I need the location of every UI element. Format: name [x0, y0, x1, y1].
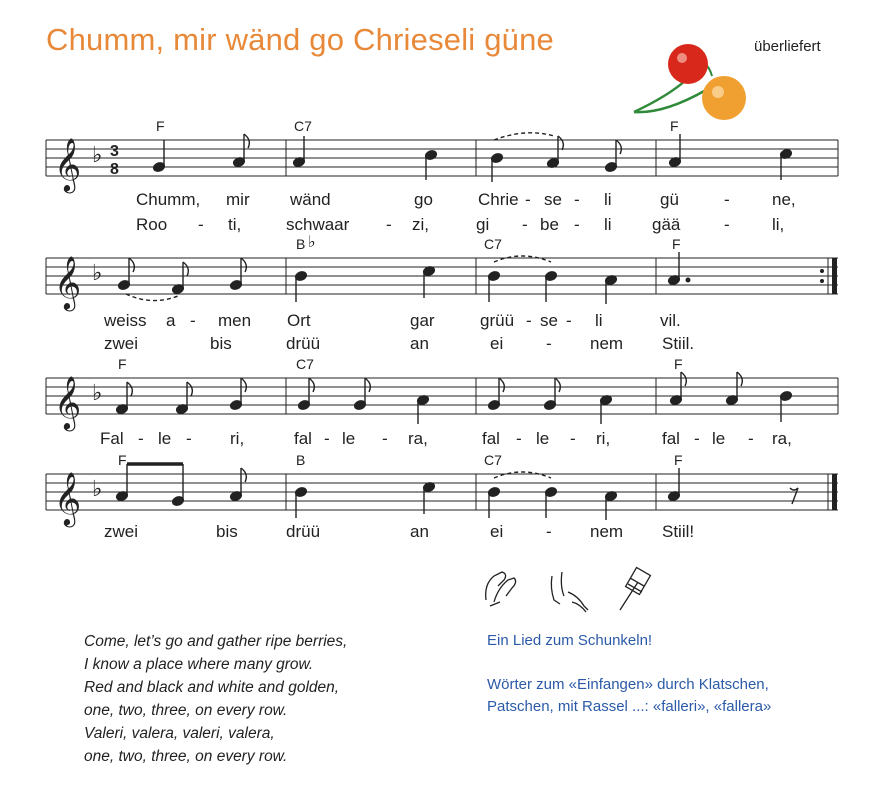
treble-clef-icon: 𝄞	[54, 255, 82, 309]
lyric-syllable: -	[724, 190, 730, 209]
lyric-syllable: Chrie	[478, 190, 519, 209]
translation-line: one, two, three, on every row.	[84, 702, 288, 719]
translation-line: one, two, three, on every row.	[84, 748, 288, 765]
chord-label: C7	[296, 356, 314, 372]
lyric-syllable: an	[410, 522, 429, 541]
lyric-syllable: nem	[590, 334, 624, 353]
lyric-syllable: -	[526, 311, 532, 330]
lyric-syllable: drüü	[286, 522, 321, 541]
lyric-syllable: -	[198, 215, 204, 234]
lyric-syllable: le	[536, 429, 550, 448]
lyric-syllable: -	[546, 522, 552, 541]
lyric-syllable: -	[525, 190, 531, 209]
lyric-syllable: se	[544, 190, 562, 209]
clapping-hands-icon	[486, 572, 516, 606]
lyric-syllable: Ort	[287, 311, 311, 330]
lyric-syllable: ne,	[772, 190, 796, 209]
english-translation	[84, 630, 347, 768]
chord-label: F	[118, 356, 127, 372]
notes-system-2	[117, 252, 689, 304]
lyric-syllable: zi,	[412, 215, 429, 234]
chord-label: F	[118, 452, 127, 468]
chord-label: C7	[294, 118, 312, 134]
staff-4	[46, 471, 838, 534]
lyric-syllable: ri,	[230, 429, 245, 448]
lyric-syllable: gü	[660, 190, 679, 209]
lyric-syllable: -	[324, 429, 330, 448]
lyric-syllable: gi	[476, 215, 490, 234]
chord-label: F	[674, 356, 683, 372]
translation-line: Red and black and white and golden,	[84, 679, 340, 696]
lyric-syllable: li,	[772, 215, 785, 234]
translation-line: Valeri, valera, valeri, valera,	[84, 725, 275, 742]
lyric-syllable: -	[694, 429, 700, 448]
lyric-syllable: men	[218, 311, 252, 330]
lyric-syllable: le	[158, 429, 172, 448]
lyric-syllable: mir	[226, 190, 250, 209]
lyric-syllable: vil.	[660, 311, 681, 330]
chord-label: F	[674, 452, 683, 468]
time-signature-bottom: 8	[110, 161, 119, 178]
lyric-syllable: -	[566, 311, 572, 330]
lyric-syllable: schwaar	[286, 215, 350, 234]
lyric-syllable: se	[540, 311, 558, 330]
repeat-barline	[832, 258, 837, 294]
lyric-syllable: ei	[490, 522, 504, 541]
lyric-syllable: an	[410, 334, 429, 353]
lyric-syllable: zwei	[104, 334, 139, 353]
lyric-syllable: grüü	[480, 311, 515, 330]
flat-icon: ♭	[92, 261, 103, 286]
final-barline	[832, 474, 837, 510]
lyric-syllable: gar	[410, 311, 435, 330]
gesture-icons	[480, 566, 670, 616]
lyric-syllable: -	[724, 215, 730, 234]
chord-label: C7	[484, 236, 502, 252]
treble-clef-icon: 𝄞	[54, 375, 82, 429]
patting-hands-icon	[551, 572, 588, 612]
lyric-syllable: -	[382, 429, 388, 448]
lyric-syllable: go	[414, 190, 433, 209]
lyric-syllable: wänd	[290, 190, 331, 209]
lyric-syllable: -	[190, 311, 196, 330]
lyric-syllable: li	[595, 311, 603, 330]
translation-line: Come, let’s go and gather ripe berries,	[84, 633, 348, 650]
staff-system-2	[46, 234, 838, 318]
lyric-syllable: be	[540, 215, 559, 234]
lyric-syllable: ri,	[596, 429, 611, 448]
flat-icon: ♭	[92, 477, 103, 502]
lyric-syllable: nem	[590, 522, 624, 541]
lyric-syllable: -	[138, 429, 144, 448]
lyric-syllable: Fal	[100, 429, 124, 448]
lyric-syllable: -	[748, 429, 754, 448]
lyric-syllable: weiss	[104, 311, 147, 330]
chord-label: B	[296, 452, 306, 468]
chord-label: F	[156, 118, 165, 134]
teaching-notes	[487, 630, 771, 718]
lyric-syllable: -	[546, 334, 552, 353]
chord-label: F	[672, 236, 681, 252]
staff-system-4	[46, 452, 838, 534]
rattle-icon	[620, 567, 650, 610]
lyric-syllable: fal	[482, 429, 500, 448]
lyric-syllable: fal	[662, 429, 680, 448]
lyric-syllable: le	[342, 429, 356, 448]
time-signature-top: 3	[110, 143, 119, 160]
chord-label: B	[296, 236, 306, 252]
lyric-syllable: li	[604, 190, 612, 209]
page-title: Chumm, mir wänd go Chrieseli güne	[46, 22, 554, 57]
notes-line: Wörter zum «Einfangen» durch Klatschen,	[487, 676, 769, 693]
lyric-syllable: ti,	[228, 215, 242, 234]
lyric-syllable: le	[712, 429, 726, 448]
lyric-syllable: -	[186, 429, 192, 448]
chord-label: C7	[484, 452, 502, 468]
lyric-syllable: -	[570, 429, 576, 448]
chord-label: F	[670, 118, 679, 134]
lyric-syllable: gää	[652, 215, 681, 234]
flat-icon: ♭	[308, 234, 316, 251]
lyric-syllable: -	[516, 429, 522, 448]
attribution: überliefert	[754, 38, 821, 55]
lyric-syllable: -	[574, 215, 580, 234]
translation-line: I know a place where many grow.	[84, 656, 314, 673]
lyric-syllable: drüü	[286, 334, 321, 353]
lyric-syllable: li	[604, 215, 612, 234]
lyric-syllable: -	[386, 215, 392, 234]
lyric-syllable: -	[574, 190, 580, 209]
lyric-syllable: bis	[216, 522, 238, 541]
lyric-syllable: fal	[294, 429, 312, 448]
lyric-syllable: ra,	[408, 429, 428, 448]
lyric-syllable: Chumm,	[136, 190, 201, 209]
staff-2	[46, 255, 838, 318]
lyric-syllable: -	[522, 215, 528, 234]
lyric-syllable: ei	[490, 334, 504, 353]
lyric-syllable: a	[166, 311, 176, 330]
lyric-syllable: Stiil!	[662, 522, 695, 541]
flat-icon: ♭	[92, 381, 103, 406]
notes-system-3	[115, 372, 792, 424]
treble-clef-icon: 𝄞	[54, 137, 82, 191]
notes-line: Ein Lied zum Schunkeln!	[487, 632, 653, 649]
lyric-syllable: ra,	[772, 429, 792, 448]
treble-clef-icon: 𝄞	[54, 471, 82, 525]
flat-icon: ♭	[92, 143, 103, 168]
lyric-syllable: Stiil.	[662, 334, 695, 353]
eighth-rest-icon	[790, 488, 798, 504]
notes-line: Patschen, mit Rassel ...: «falleri», «fallera»	[487, 698, 772, 715]
lyric-syllable: bis	[210, 334, 232, 353]
cherries-illustration	[628, 40, 758, 130]
lyric-syllable: zwei	[104, 522, 139, 541]
lyric-syllable: Roo	[136, 215, 168, 234]
